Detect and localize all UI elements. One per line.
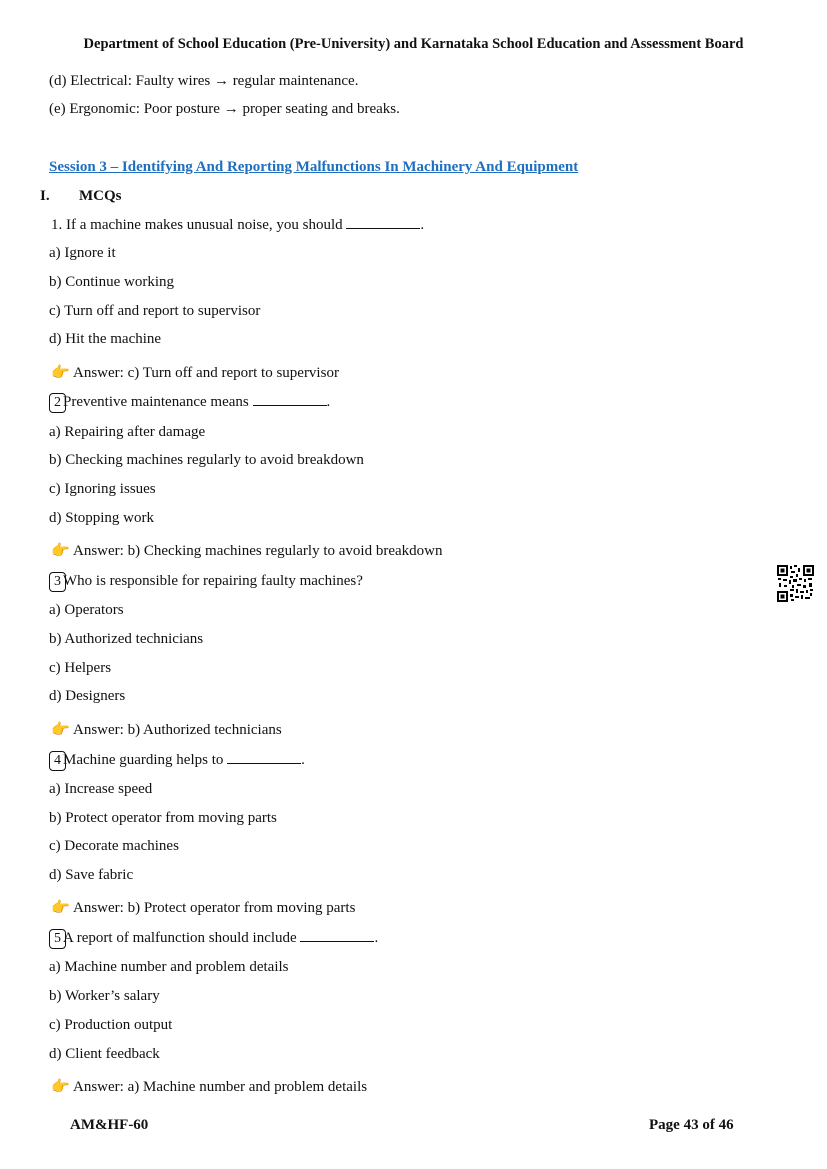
answer-blank bbox=[346, 216, 420, 229]
pointing-hand-icon: 👉 bbox=[51, 898, 70, 916]
answer-text: Answer: b) Checking machines regularly to avoid breakdown bbox=[73, 543, 443, 559]
option: c) Turn off and report to supervisor bbox=[49, 303, 261, 319]
option: b) Checking machines regularly to avoid breakdown bbox=[49, 452, 364, 468]
pointing-hand-icon: 👉 bbox=[51, 541, 70, 559]
question-3 bbox=[49, 572, 363, 592]
answer-text: Answer: b) Protect operator from moving parts bbox=[73, 900, 356, 916]
option: c) Decorate machines bbox=[49, 838, 179, 854]
option: d) Designers bbox=[49, 688, 126, 704]
question-text: If a machine makes unusual noise, you should bbox=[66, 217, 343, 233]
question-text: Who is responsible for repairing faulty machines? bbox=[63, 573, 363, 589]
question-2: 2 Preventive maintenance means . bbox=[49, 393, 330, 413]
question-text: Machine guarding helps to bbox=[63, 752, 224, 768]
answer-line bbox=[51, 720, 282, 739]
answer-line bbox=[51, 898, 355, 917]
question-number: 5 bbox=[49, 929, 66, 949]
answer-line bbox=[51, 541, 442, 560]
question-4: 4 Machine guarding helps to . bbox=[49, 751, 305, 771]
option: a) Operators bbox=[49, 602, 124, 618]
footer-page-number: Page 43 of 46 bbox=[649, 1117, 734, 1133]
section-title: MCQs bbox=[79, 188, 122, 204]
option: c) Production output bbox=[49, 1017, 173, 1033]
answer-text: Answer: a) Machine number and problem details bbox=[73, 1079, 368, 1095]
option: c) Ignoring issues bbox=[49, 481, 156, 497]
page-header: Department of School Education (Pre-University) and Karnataka School Education and Assessment Board bbox=[83, 36, 744, 52]
option: b) Authorized technicians bbox=[49, 631, 204, 647]
answer-text: Answer: b) Authorized technicians bbox=[73, 722, 282, 738]
question-1: 1. If a machine makes unusual noise, you should . bbox=[51, 217, 425, 233]
question-text: A report of malfunction should include bbox=[63, 930, 297, 946]
option: b) Continue working bbox=[49, 274, 174, 290]
option: b) Protect operator from moving parts bbox=[49, 810, 277, 826]
answer-line bbox=[51, 363, 339, 382]
option: d) Save fabric bbox=[49, 867, 134, 883]
option: a) Ignore it bbox=[49, 245, 116, 261]
answer-blank bbox=[253, 393, 327, 406]
option: d) Stopping work bbox=[49, 510, 154, 526]
answer-line bbox=[51, 1077, 367, 1096]
option: a) Increase speed bbox=[49, 781, 153, 797]
pointing-hand-icon: 👉 bbox=[51, 1077, 70, 1095]
answer-blank bbox=[300, 929, 374, 942]
question-number: 1. bbox=[51, 217, 63, 233]
option: a) Machine number and problem details bbox=[49, 959, 289, 975]
session-title: Session 3 – Identifying And Reporting Malfunctions In Machinery And Equipment bbox=[49, 159, 579, 175]
option: a) Repairing after damage bbox=[49, 424, 206, 440]
answer-text: Answer: c) Turn off and report to supervisor bbox=[73, 365, 339, 381]
question-number: 3 bbox=[49, 572, 66, 592]
pointing-hand-icon: 👉 bbox=[51, 363, 70, 381]
answer-blank bbox=[227, 751, 301, 764]
option: c) Helpers bbox=[49, 660, 112, 676]
option: d) Hit the machine bbox=[49, 331, 162, 347]
pointing-hand-icon: 👉 bbox=[51, 720, 70, 738]
question-number: 4 bbox=[49, 751, 66, 771]
question-text: Preventive maintenance means bbox=[63, 394, 249, 410]
option: b) Worker’s salary bbox=[49, 988, 160, 1004]
hazard-line-e: (e) Ergonomic: Poor posture → proper seating and breaks. bbox=[49, 101, 400, 117]
hazard-line-d: (d) Electrical: Faulty wires → regular maintenance. bbox=[49, 73, 359, 89]
section-number: I. bbox=[40, 188, 50, 204]
question-5: 5 A report of malfunction should include . bbox=[49, 929, 378, 949]
question-number: 2 bbox=[49, 393, 66, 413]
qr-code-icon bbox=[777, 565, 814, 602]
footer-code: AM&HF-60 bbox=[70, 1117, 149, 1133]
option: d) Client feedback bbox=[49, 1046, 160, 1062]
